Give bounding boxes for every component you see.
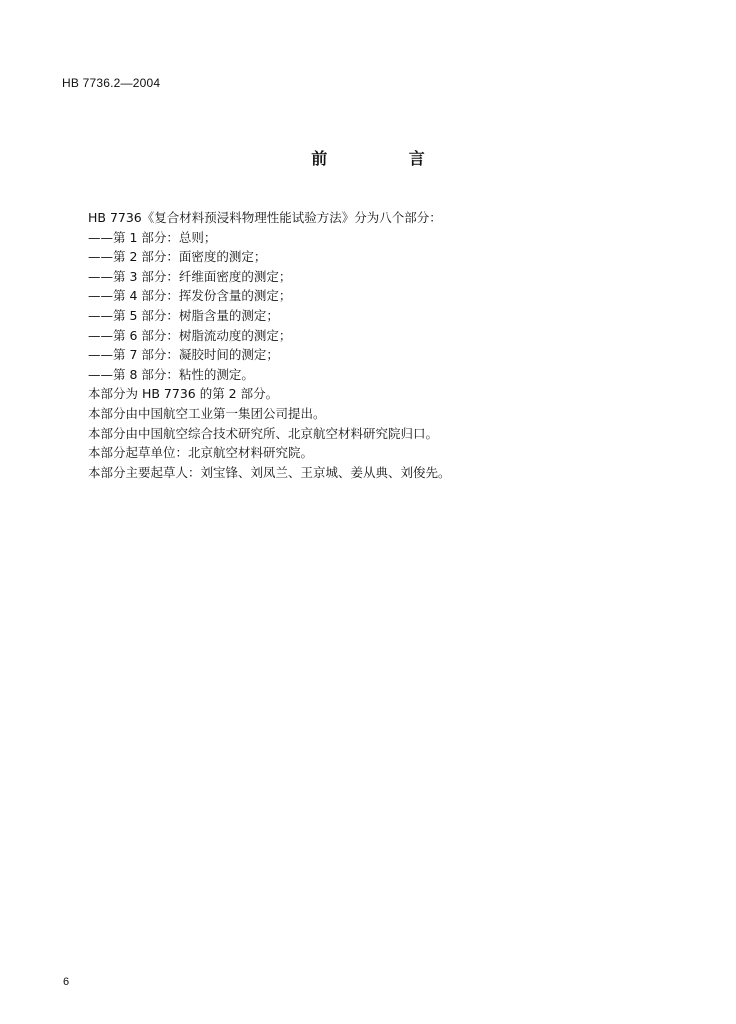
intro-line: HB 7736《复合材料预浸料物理性能试验方法》分为八个部分：	[88, 210, 442, 225]
part-list-item: ——第 2 部分：面密度的测定；	[88, 249, 267, 265]
part-list-item: ——第 3 部分：纤维面密度的测定；	[88, 268, 292, 284]
statement-line: 本部分由中国航空综合技术研究所、北京航空材料研究院归口。	[88, 425, 439, 441]
part-list-item: ——第 6 部分：树脂流动度的测定；	[88, 327, 292, 343]
section-title: 前 言	[311, 149, 463, 168]
statement-line: 本部分起草单位：北京航空材料研究院。	[88, 445, 314, 461]
document-code: HB 7736.2—2004	[62, 76, 161, 90]
part-list-item: ——第 5 部分：树脂含量的测定；	[88, 307, 279, 323]
statement-line: 本部分主要起草人：刘宝锋、刘凤兰、王京城、姜从典、刘俊先。	[88, 464, 451, 480]
part-list-item: ——第 7 部分：凝胶时间的测定；	[88, 347, 279, 363]
statement-line: 本部分由中国航空工业第一集团公司提出。	[88, 405, 326, 421]
statement-line: 本部分为 HB 7736 的第 2 部分。	[88, 386, 279, 402]
part-list-item: ——第 8 部分：粘性的测定。	[88, 366, 254, 382]
part-list-item: ——第 1 部分：总则；	[88, 229, 217, 245]
part-list-item: ——第 4 部分：挥发份含量的测定；	[88, 288, 292, 304]
page-number: 6	[63, 976, 70, 988]
foreword-body	[88, 208, 688, 482]
